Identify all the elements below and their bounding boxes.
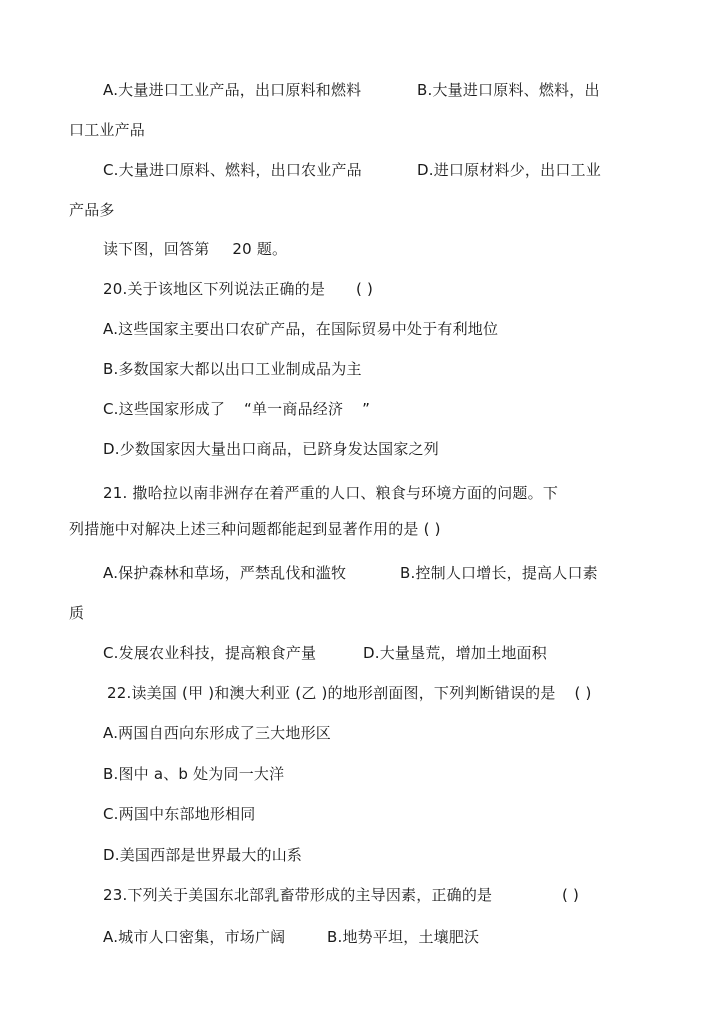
option-b: B.大量进口原料、燃料，出 <box>417 81 600 99</box>
option-c-quote: “单一商品经济 <box>244 400 344 418</box>
line-text: 产品多 <box>69 201 115 219</box>
question-text: 20.关于该地区下列说法正确的是 <box>103 280 326 298</box>
option-b: B.控制人口增长，提高人口素 <box>400 564 598 582</box>
option-a: A.这些国家主要出口农矿产品，在国际贸易中处于有利地位 <box>103 320 499 338</box>
option-d: D.大量垦荒，增加土地面积 <box>363 644 547 662</box>
question-text: 22.读美国 (甲 )和澳大利亚 (乙 )的地形剖面图，下列判断错误的是 <box>107 684 556 702</box>
option-line <box>103 160 601 180</box>
answer-blank: ( ) <box>574 684 592 702</box>
option-continuation <box>69 200 115 220</box>
option-d: D.美国西部是世界最大的山系 <box>103 846 303 864</box>
option-d: D.进口原材料少，出口工业 <box>417 161 601 179</box>
option-line <box>103 764 284 784</box>
question-text: 列措施中对解决上述三种问题都能起到显著作用的是 ( ) <box>69 520 441 538</box>
instruction-line <box>103 239 287 259</box>
option-a: A.保护森林和草场，严禁乱伐和滥牧 <box>103 564 347 582</box>
option-line <box>103 845 302 865</box>
option-b: B.图中 a、b 处为同一大洋 <box>103 765 285 783</box>
question-text: 21. 撒哈拉以南非洲存在着严重的人口、粮食与环境方面的问题。下 <box>103 484 559 502</box>
option-a: A.两国自西向东形成了三大地形区 <box>103 724 331 742</box>
option-line <box>103 804 255 824</box>
question-20 <box>103 279 373 299</box>
line-text: 口工业产品 <box>69 121 146 139</box>
option-continuation <box>69 120 145 140</box>
question-23 <box>103 885 580 905</box>
option-c: C.大量进口原料、燃料，出口农业产品 <box>103 161 362 179</box>
option-c-quote-end: ” <box>362 400 371 418</box>
line-text: 质 <box>69 604 85 622</box>
option-line <box>103 643 547 663</box>
option-a: A.城市人口密集，市场广阔 <box>103 928 286 946</box>
option-line <box>103 399 370 419</box>
option-c: C.发展农业科技，提高粮食产量 <box>103 644 317 662</box>
question-text: 23.下列关于美国东北部乳畜带形成的主导因素，正确的是 <box>103 886 493 904</box>
option-continuation <box>69 603 84 623</box>
option-a: A.大量进口工业产品，出口原料和燃料 <box>103 81 362 99</box>
option-line <box>103 563 598 583</box>
question-21-continuation <box>69 519 441 539</box>
line-text: 20 题。 <box>232 240 288 258</box>
question-22 <box>107 683 592 703</box>
option-b: B.地势平坦，土壤肥沃 <box>327 928 480 946</box>
answer-blank: ( ) <box>356 280 374 298</box>
line-text: 读下图，回答第 <box>103 240 210 258</box>
option-line <box>103 359 362 379</box>
option-c: C.两国中东部地形相同 <box>103 805 256 823</box>
option-c: C.这些国家形成了 <box>103 400 226 418</box>
option-d: D.少数国家因大量出口商品，已跻身发达国家之列 <box>103 440 439 458</box>
option-b: B.多数国家大都以出口工业制成品为主 <box>103 360 362 378</box>
question-21 <box>103 483 558 503</box>
option-line <box>103 319 498 339</box>
option-line <box>103 723 331 743</box>
option-line <box>103 927 480 947</box>
option-line <box>103 439 439 459</box>
answer-blank: ( ) <box>562 886 580 904</box>
option-line <box>103 80 600 100</box>
